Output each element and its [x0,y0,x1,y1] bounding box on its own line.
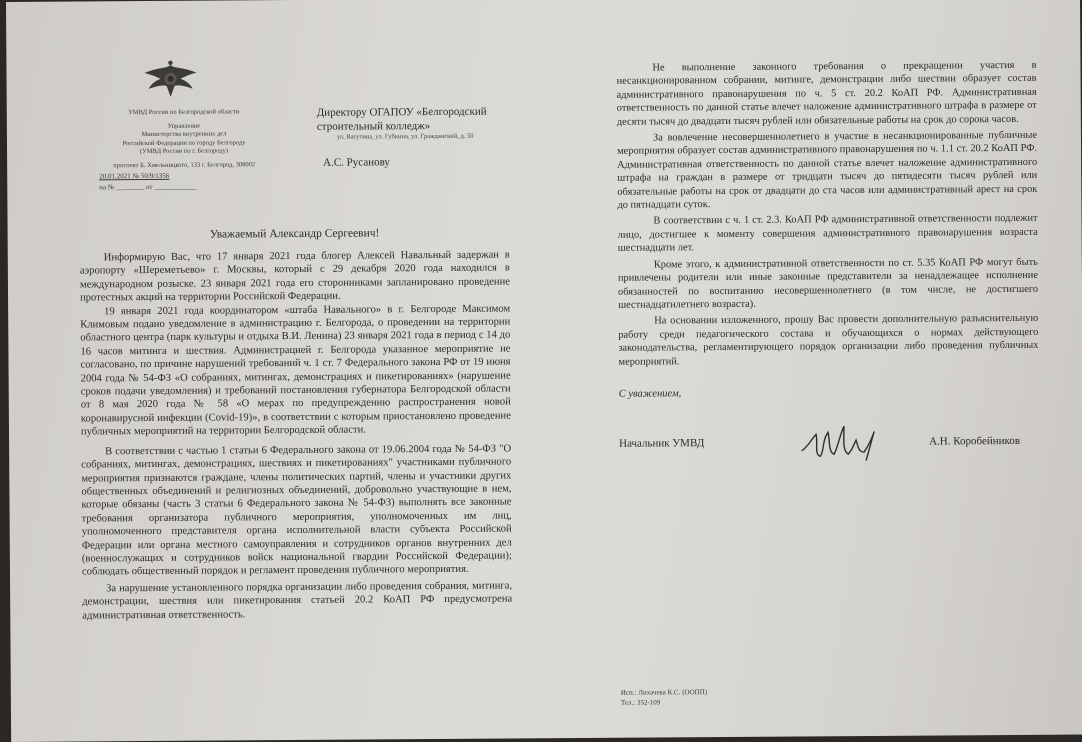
right-column [616,59,1039,464]
org-line: (УМВД России по г. Белгороду) [139,147,229,155]
handwritten-signature-icon [794,416,894,467]
paragraph: Информирую Вас, что 17 января 2021 года блогер Алексей Навальный задержан в аэропорту «Шереметьево» г. Москвы, который с 29 декабря 2020 года находился в международном розыске. 23 января 2021 года его сторонниками запланировано проведение протестных акций на территории Российской Федерации. [79,249,511,304]
addressee-block [317,104,527,169]
paragraph: В соответствии с ч. 1 ст. 2.3. КоАП РФ административной ответственности подлежит лицо, достигшее к моменту совершения административного правонарушения возраста шестнадцати лет. [617,213,1038,255]
left-column [78,56,513,622]
org-address: проспект Б. Хмельницкого, 133 г. Белгород, 308002 [113,161,256,170]
paragraph: На основании изложенного, прошу Вас провести дополнительную разъяснительную работу среди педагогического состава и обучающихся о нормах действующего законодательства, регламентирующего порядок организации либо проведения публичных мероприятий. [618,313,1039,368]
org-line: Министерства внутренних дел [141,130,227,139]
letter-sheet [6,0,1082,742]
letter-body-left [80,248,513,622]
paragraph: За нарушение установленного порядка организации либо проведения собрания, митинга, демонстрации, шествия или пикетирования статьей 20.2 КоАП РФ предусмотрена административная ответственность. [82,580,513,622]
org-line: Управление [167,122,201,131]
paragraph: 19 января 2021 года координатором «штаба Навального» в г. Белгороде Максимом Климовым подано уведомление в администрацию г. Белгорода, о проведении на территории областного центра (парк культуры и отдыха В.И. Ленина) 23 января 2021 года в период с 14 до 16 часов митинга и шествия. Администрацией г. Белгорода указанное мероприятие не согласовано, по причине нарушений требований ч. 1 ст. 7 Федерального закона РФ от 19 июня 2004 года № 54-ФЗ «О собраниях, митингах, демонстрациях и пикетированиях» (нарушение сроков подачи уведомления) и требований постановления губернатора Белгородской области от 8 мая 2020 года № 58 «О мерах по предупреждению распространения новой коронавирусной инфекции (Covid-19)», в соответствии с которым приостановлено проведение публичных мероприятий на территории Белгородской области. [80,303,511,438]
org-line: Российской Федерации по городу Белгороду [122,138,246,147]
executor-block [621,687,707,708]
registration-date: 20.01.2021 № 50/9/1356 [99,172,170,181]
sender-organization-block [99,108,270,192]
salutation: Уважаемый Александр Сергеевич! [209,227,380,241]
paragraph: В соответствии с частью 1 статьи 6 Федерального закона от 19.06.2004 года № 54-ФЗ "О собраниях, митингах, демонстрациях, шествиях и пикетированиях" участниками публичного мероприятия признаются граждане, члены политических партий, члены и участники других общественных объединений и религиозных объединений, добровольно участвующие в нем, которые обязаны (часть 3 статьи 6 Федерального закона № 54-ФЗ) выполнять все законные требования организатора публичного мероприятия, уполномоченных им лиц, уполномоченного представителя органа исполнительной власти субъекта Российской Федерации или органа местного самоуправления и сотрудников органов внутренних дел (военнослужащих и сотрудников войск национальной гвардии Российской Федерации); соблюдать общественный порядок и регламент проведения публичного мероприятия. [81,443,512,578]
registration-reference: на № ________ от ____________ [99,182,197,192]
paragraph: Кроме этого, к административной ответственности по ст. 5.35 КоАП РФ могут быть привлечены родители или иные законные представители за ненадлежащее исполнение обязанностей по воспитанию несовершеннолетнего (в том числе, не достигшего шестнадцатилетнего возраста). [617,256,1039,311]
paragraph: За вовлечение несовершеннолетнего в участие в несанкционированные публичные мероприятия образует состав административного правонарушения по ч. 1.1 ст. 20.2 КоАП РФ. Административная ответственность по данной статье влечет наложение административного штрафа на граждан в размере от тридцати тысяч до пятидесяти тысяч рублей или обязательные работы на срок от двадцати до ста часов или административный арест на срок до пятнадцати суток. [617,129,1038,211]
signer-title: Начальник УМВД [619,437,705,450]
closing-respect: С уважением, [618,388,682,400]
addressee-title-line: Директору ОГАПОУ «Белгородский [316,105,487,119]
addressee-title-line: строительный колледж» [316,120,431,133]
paragraph: Не выполнение законного требования о прекращении участия в несанкционированном собрании, митинге, демонстрации либо шествии образует состав административного правонарушения по ч. 5 ст. 20.2 КоАП РФ. Административная ответственность по данной статье влечет наложение административного штрафа в размере от десяти тысяч до двадцати тысяч рублей или обязательные работы на срок до сорока часов. [616,59,1037,128]
signature-row [619,421,1039,464]
mvd-eagle-emblem-icon [138,59,202,99]
executor-phone: Тел.: 352-109 [620,698,661,707]
signer-name: А.Н. Коробейников [929,434,1021,448]
addressee-name: А.С. Русанову [323,156,390,169]
addressee-address: ул. Ватутина, ул. Губкина, ул. Гражданский, д. 50 [336,132,474,141]
executor-name: Исп.: Лихачева К.С. (ООПП) [620,688,708,697]
org-line: УМВД России по Белгородской области [128,108,240,117]
